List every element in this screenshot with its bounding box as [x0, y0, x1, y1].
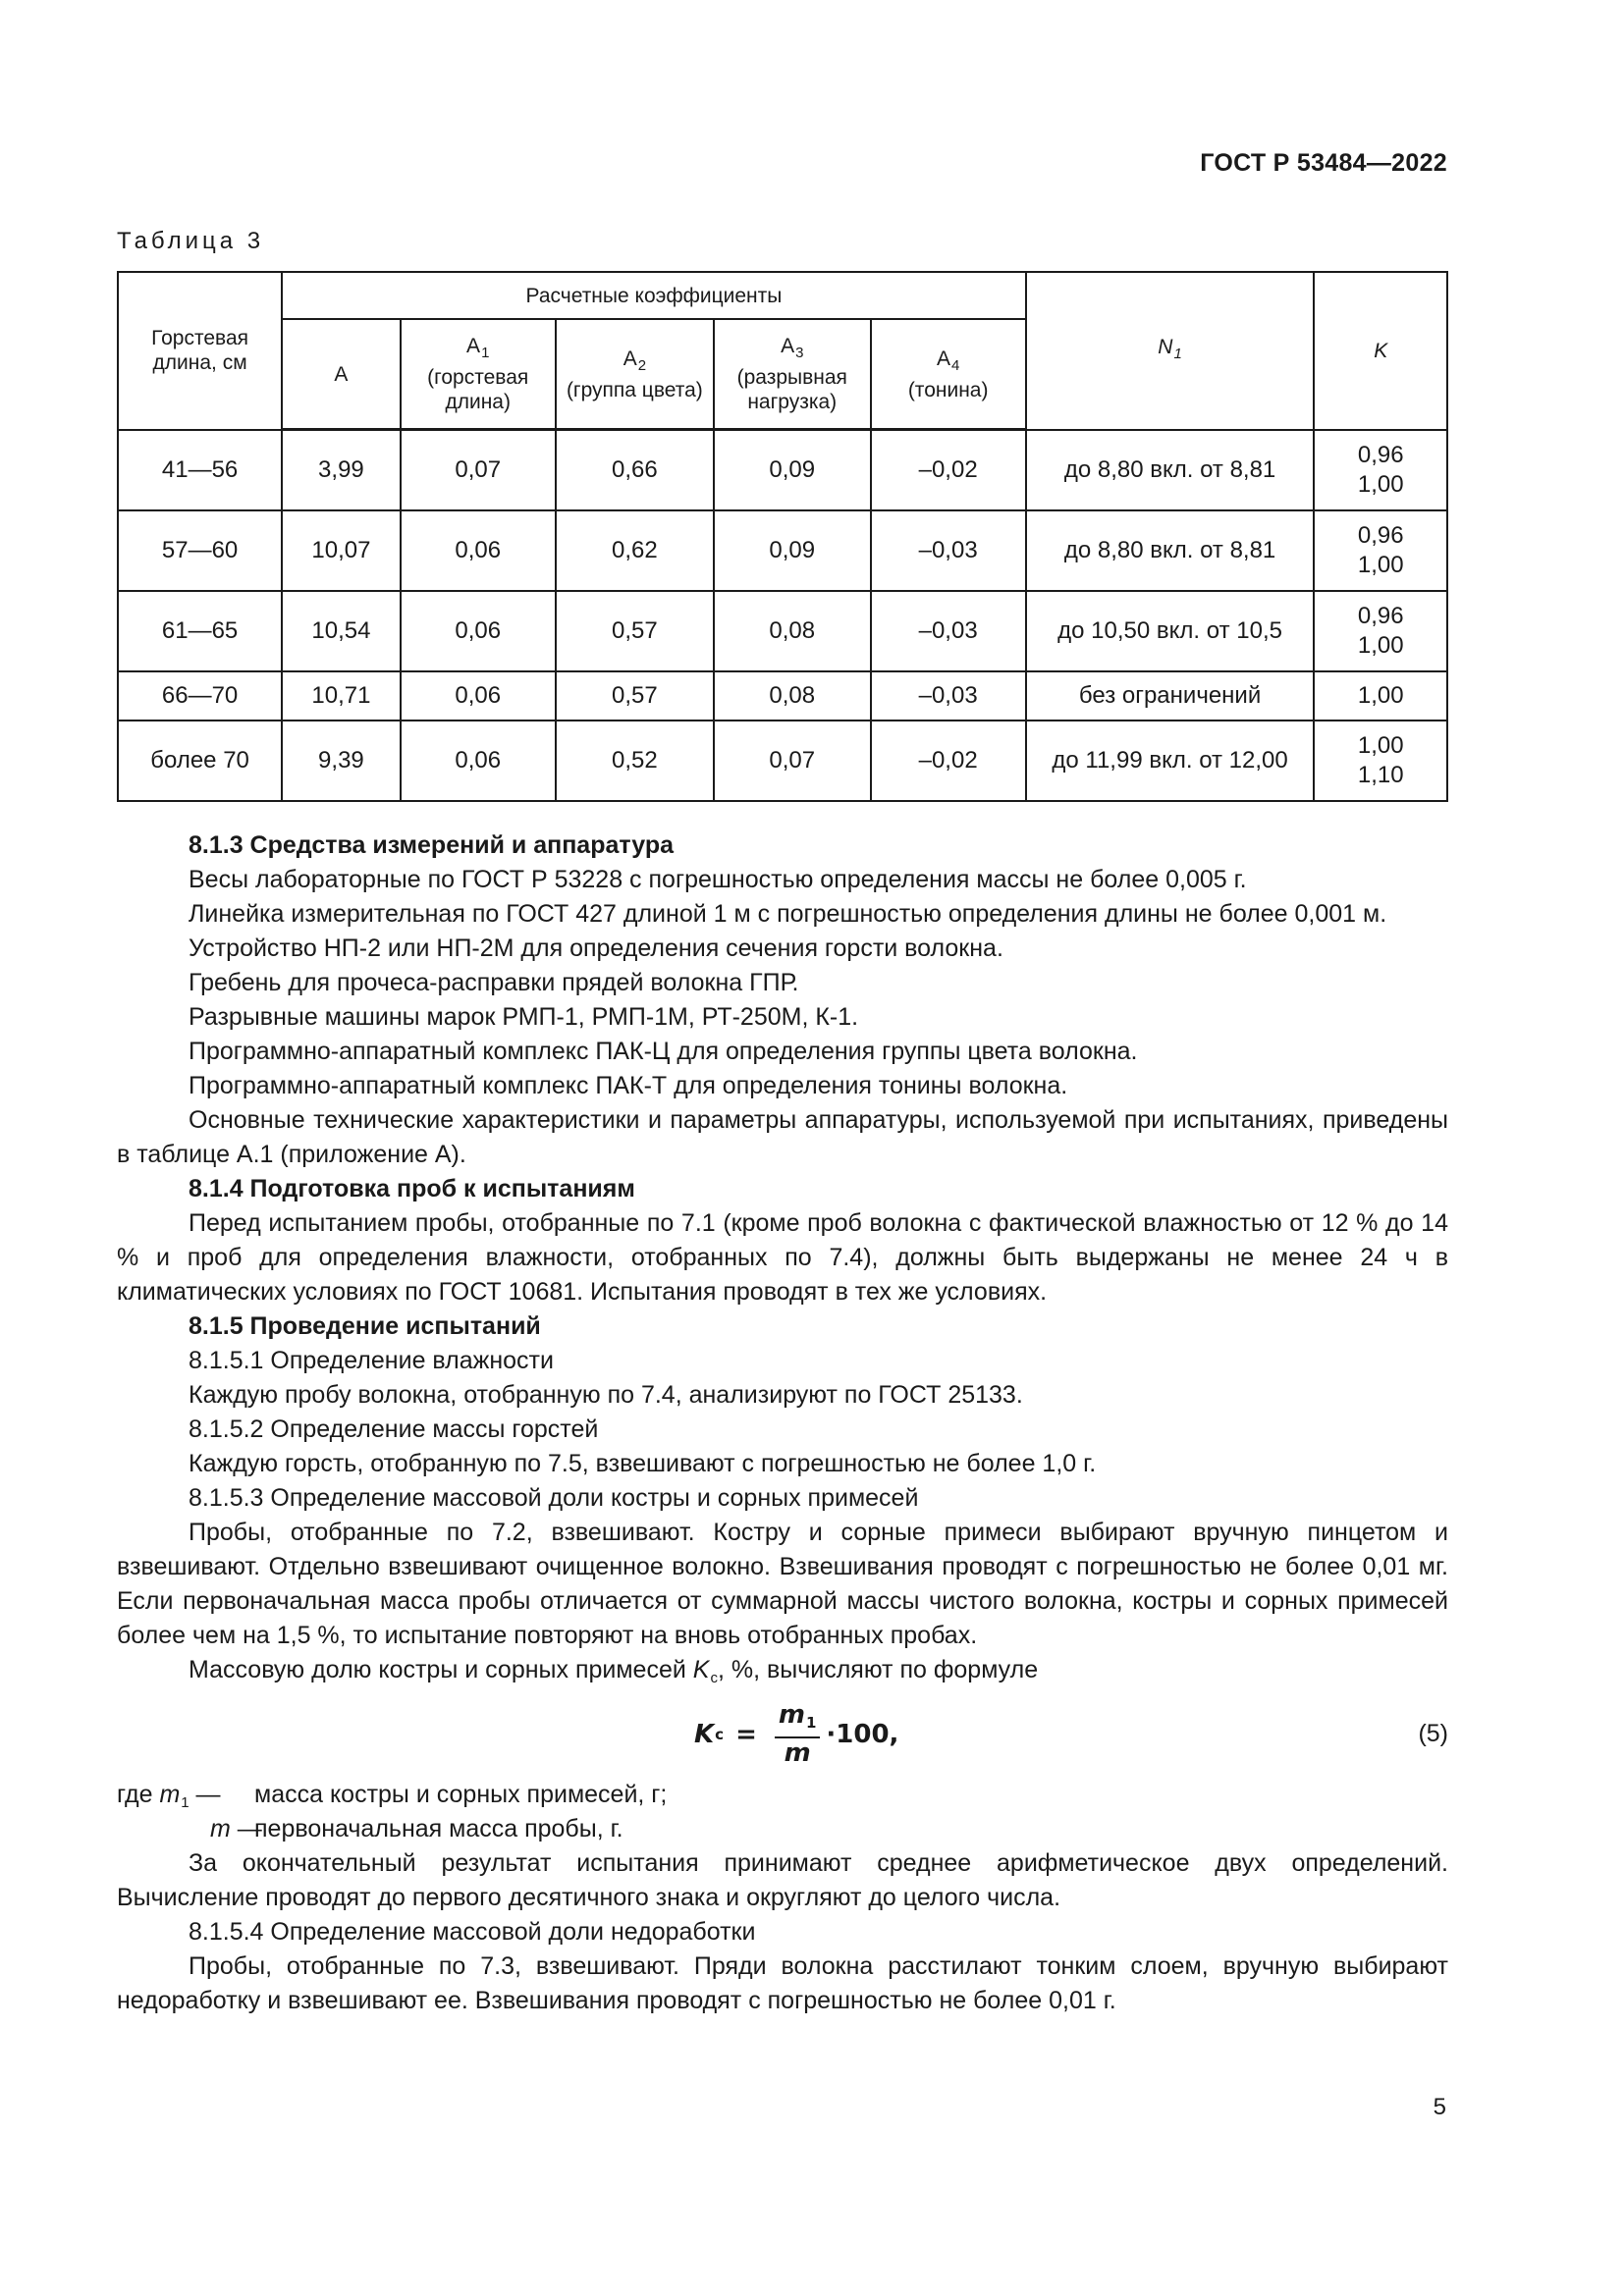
cell-a3: 0,08: [714, 591, 871, 671]
body-text: [117, 828, 1448, 2018]
paragraph: Линейка измерительная по ГОСТ 427 длиной 1 м с погрешностью определения длины не более 0,001 м.: [189, 900, 1387, 928]
header-a4: $A_4$ (тонина): [871, 319, 1026, 430]
paragraph: Разрывные машины марок РМП-1, РМП-1М, РТ-250М, К-1.: [189, 1003, 859, 1031]
paragraph: Пробы, отобранные по 7.2, взвешивают. Костру и сорные примеси выбирают вручную пинцетом и взвешивают. Отдельно взвешивают очищенное волокно. Взвешивания проводят с погрешностью не более 0,01 мг. Если первоначальная масса пробы отличается от суммарной массы чистого волокна, костры и сорных примесей более чем на 1,5 %, то испытание повторяют на вновь отобранных пробах.: [117, 1519, 1448, 1649]
cell-length: 41—56: [118, 430, 282, 511]
cell-k: 1,00: [1314, 671, 1447, 721]
header-a3: $A_3$ (разрывная нагрузка): [714, 319, 871, 430]
cell-n1: без ограничений: [1026, 671, 1315, 721]
cell-length: 66—70: [118, 671, 282, 721]
paragraph: Перед испытанием пробы, отобранные по 7.1 (кроме проб волокна с фактической влажностью от 12 % до 14 % и проб для определения влажности, отобранных по 7.4), должны быть выдержаны не менее 24 ч в климатических условиях по ГОСТ 10681. Испытания проводят в тех же условиях.: [117, 1209, 1448, 1306]
cell-a3: 0,08: [714, 671, 871, 721]
header-n1: $N_1$: [1026, 272, 1315, 430]
cell-a: 10,07: [282, 510, 400, 591]
formula-row: [117, 1695, 1448, 1778]
paragraph: Весы лабораторные по ГОСТ Р 53228 с погрешностью определения массы не более 0,005 г.: [189, 866, 1247, 893]
cell-a3: 0,09: [714, 430, 871, 511]
cell-a1: 0,06: [401, 510, 556, 591]
cell-k: 0,96 1,00: [1314, 430, 1447, 511]
document-number: ГОСТ Р 53484—2022: [1200, 149, 1447, 177]
cell-length: 57—60: [118, 510, 282, 591]
table-row: [118, 671, 1447, 721]
cell-a4: –0,02: [871, 721, 1026, 801]
table-row: [118, 721, 1447, 801]
paragraph: Гребень для прочеса-расправки прядей волокна ГПР.: [189, 969, 799, 996]
cell-a3: 0,07: [714, 721, 871, 801]
cell-a2: 0,62: [556, 510, 714, 591]
formula-5: K c = $\frac{m_1}{m}$ ·100,: [694, 1700, 899, 1768]
cell-k: 0,96 1,00: [1314, 591, 1447, 671]
table-row: [118, 430, 1447, 511]
cell-n1: до 10,50 вкл. от 10,5: [1026, 591, 1315, 671]
cell-length: 61—65: [118, 591, 282, 671]
paragraph: Пробы, отобранные по 7.3, взвешивают. Пряди волокна расстилают тонким слоем, вручную выбирают недоработку и взвешивают ее. Взвешивания проводят с погрешностью не более 0,01 г.: [117, 1952, 1448, 2014]
formula-fraction: $\frac{m_1}{m}$: [775, 1701, 821, 1768]
header-group-coefficients: Расчетные коэффициенты: [282, 272, 1026, 319]
cell-a4: –0,02: [871, 430, 1026, 511]
section-heading-8-1-5: 8.1.5 Проведение испытаний: [189, 1312, 541, 1340]
table-row: [118, 591, 1447, 671]
coefficients-table: [117, 271, 1448, 802]
cell-a1: 0,06: [401, 721, 556, 801]
section-heading-8-1-4: 8.1.4 Подготовка проб к испытаниям: [189, 1175, 635, 1202]
cell-a4: –0,03: [871, 510, 1026, 591]
cell-a2: 0,57: [556, 671, 714, 721]
subsection-heading-8-1-5-1: 8.1.5.1 Определение влажности: [189, 1347, 554, 1374]
cell-a1: 0,06: [401, 671, 556, 721]
formula-intro: Массовую долю костры и сорных примесей $K_c$, %, вычисляют по формуле: [189, 1656, 1039, 1686]
cell-a: 10,54: [282, 591, 400, 671]
paragraph: Каждую пробу волокна, отобранную по 7.4, анализируют по ГОСТ 25133.: [189, 1381, 1023, 1409]
header-a2: $A_2$ (группа цвета): [556, 319, 714, 430]
cell-a: 3,99: [282, 430, 400, 511]
cell-a4: –0,03: [871, 671, 1026, 721]
header-a1: $A_1$ (горстевая длина): [401, 319, 556, 430]
paragraph: Устройство НП-2 или НП-2М для определения сечения горсти волокна.: [189, 934, 1003, 962]
cell-a: 9,39: [282, 721, 400, 801]
cell-a2: 0,52: [556, 721, 714, 801]
subsection-heading-8-1-5-2: 8.1.5.2 Определение массы горстей: [189, 1415, 599, 1443]
cell-a4: –0,03: [871, 591, 1026, 671]
table-caption: Таблица 3: [117, 228, 265, 254]
paragraph: За окончательный результат испытания принимают среднее арифметическое двух определений. Вычисление проводят до первого десятичного знака и округляют до целого числа.: [117, 1849, 1448, 1911]
subsection-heading-8-1-5-3: 8.1.5.3 Определение массовой доли костры и сорных примесей: [189, 1484, 919, 1512]
section-heading-8-1-3: 8.1.3 Средства измерений и аппаратура: [189, 831, 674, 859]
cell-n1: до 8,80 вкл. от 8,81: [1026, 510, 1315, 591]
paragraph: Программно-аппаратный комплекс ПАК-Т для определения тонины волокна.: [189, 1072, 1068, 1099]
cell-n1: до 11,99 вкл. от 12,00: [1026, 721, 1315, 801]
page-number: 5: [1433, 2094, 1446, 2120]
cell-a: 10,71: [282, 671, 400, 721]
header-k: K: [1314, 272, 1447, 430]
paragraph: Основные технические характеристики и параметры аппаратуры, используемой при испытаниях, приведены в таблице А.1 (приложение А).: [117, 1106, 1448, 1168]
cell-a1: 0,06: [401, 591, 556, 671]
header-length: Горстевая длина, см: [118, 272, 282, 430]
equation-number: (5): [1418, 1720, 1448, 1747]
paragraph: Каждую горсть, отобранную по 7.5, взвешивают с погрешностью не более 1,0 г.: [189, 1450, 1097, 1477]
cell-a2: 0,66: [556, 430, 714, 511]
where-line: где $m_1$ — масса костры и сорных примесей, г;: [117, 1781, 668, 1811]
table-row: [118, 510, 1447, 591]
cell-k: 1,00 1,10: [1314, 721, 1447, 801]
cell-n1: до 8,80 вкл. от 8,81: [1026, 430, 1315, 511]
cell-k: 0,96 1,00: [1314, 510, 1447, 591]
paragraph: Программно-аппаратный комплекс ПАК-Ц для определения группы цвета волокна.: [189, 1038, 1138, 1065]
cell-a2: 0,57: [556, 591, 714, 671]
cell-a1: 0,07: [401, 430, 556, 511]
cell-length: более 70: [118, 721, 282, 801]
subsection-heading-8-1-5-4: 8.1.5.4 Определение массовой доли недоработки: [189, 1918, 756, 1946]
where-line: m — первоначальная масса пробы, г.: [210, 1815, 623, 1842]
cell-a3: 0,09: [714, 510, 871, 591]
header-a: A: [282, 319, 400, 430]
